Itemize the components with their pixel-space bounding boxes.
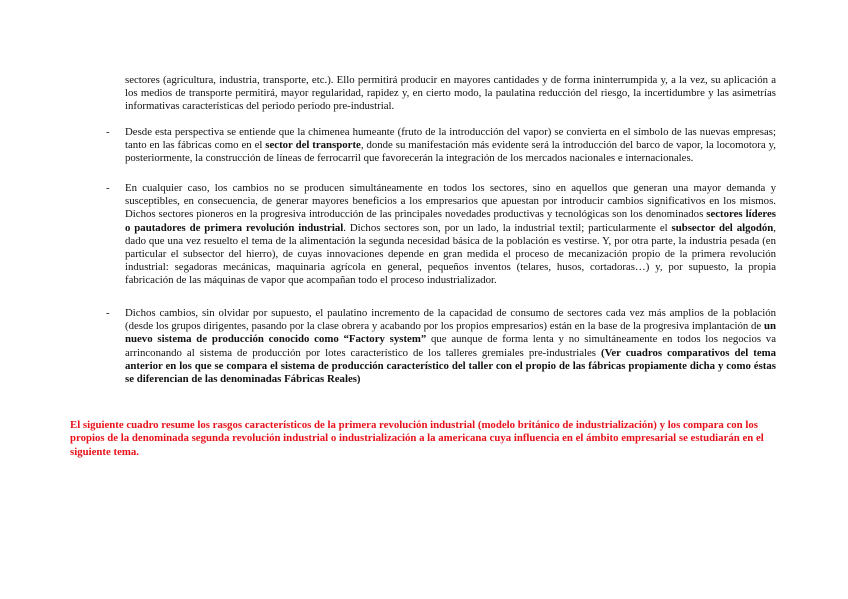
paragraph-text: En cualquier caso, los cambios no se producen simultáneamente en todos los sectores, sino en aquellos que generan una mayor demanda y susceptibles, en consecuencia, de generar mayores beneficios a los empresarios que apuestan por introducir cambios significativos en los mismos. Dichos sectores pioneros en la progresiva introducción de las principales novedades productivas y tecnológicas son los denominados <box>125 182 776 221</box>
paragraph-text: Dichos cambios, sin olvidar por supuesto, el paulatino incremento de la capacidad de consumo de sectores cada vez más amplios de la población (desde los grupos dirigentes, pasando por la clase obrera y acabando por los propios empresarios) están en la base de la progresiva implantación de <box>125 307 776 333</box>
bullet-paragraph-transport <box>125 126 776 166</box>
paragraph-text: , dado que una vez resuelto el tema de la alimentación la segunda necesidad básica de la población es vestirse. Y, por otra parte, la industria pesada (en particular el subsector del hierro), de cuyas innovaciones depende en gran medida el proceso de mecanización propio de la primera revolución industrial: segadoras mecánicas, maquinaria agrícola en general, pequeños inventos (telares, husos, cortadoras…) y, por supuesto, la propia fabricación de las máquinas de vapor que acompañan todo el proceso industrializador. <box>125 221 776 287</box>
paragraph-text: sectores (agricultura, industria, transporte, etc.). Ello permitirá producir en mayores cantidades y de forma ininterrumpida y, a la vez, su aplicación a los medios de transporte permitirá, mayor regularidad, rapidez y, en cierto modo, la paulatina reducción del riesgo, la incertidumbre y las asimetrías informativas características del periodo periodo pre-industrial. <box>125 74 776 113</box>
bold-term: sector del transporte <box>265 139 361 152</box>
paragraph-text: Desde esta perspectiva se entiende que la chimenea humeante (fruto de la introducción del vapor) se convierta en el símbolo de las nuevas empresas; tanto en las fábricas como en el <box>125 126 776 152</box>
bullet-dash: - <box>106 126 110 138</box>
paragraph-text: , donde su manifestación más evidente será la introducción del barco de vapor, la locomotora y, posteriormente, la construcción de líneas de ferrocarril que favorecerán la integración de los mercados nacionales e internacionales. <box>125 139 776 165</box>
paragraph-text: . Dichos sectores son, por un lado, la industrial textil; particularmente el <box>343 221 672 234</box>
bold-term: sectores líderes o pautadores de primera revolución industrial <box>125 208 776 234</box>
bullet-dash: - <box>106 182 110 194</box>
bold-term: un nuevo sistema de producción conocido como “Factory system” <box>125 320 776 346</box>
paragraph-continued <box>125 74 776 114</box>
bold-term: subsector del algodón <box>671 221 774 234</box>
bullet-paragraph-sectors <box>125 182 776 288</box>
bullet-dash: - <box>106 307 110 319</box>
bold-reference: (Ver cuadros comparativos del tema anterior en los que se compara el sistema de producción característico del taller con el propio de las fábricas propiamente dicha y como éstas se diferencian de las denominadas Fábricas Reales) <box>125 346 776 386</box>
paragraph-text: que aunque de forma lenta y no simultáneamente en todos los negocios va arrinconando al sistema de producción por lotes característico de los talleres gremiales pre-industriales <box>125 333 776 359</box>
red-summary-note: El siguiente cuadro resume los rasgos característicos de la primera revolución industrial (modelo británico de industrialización) y los compara con los propios de la denominada segunda revolución industrial o industrialización a la americana cuya influencia en el ámbito empresarial se estudiarán en el siguiente tema. <box>70 419 764 458</box>
bullet-paragraph-factory-system <box>125 307 776 386</box>
